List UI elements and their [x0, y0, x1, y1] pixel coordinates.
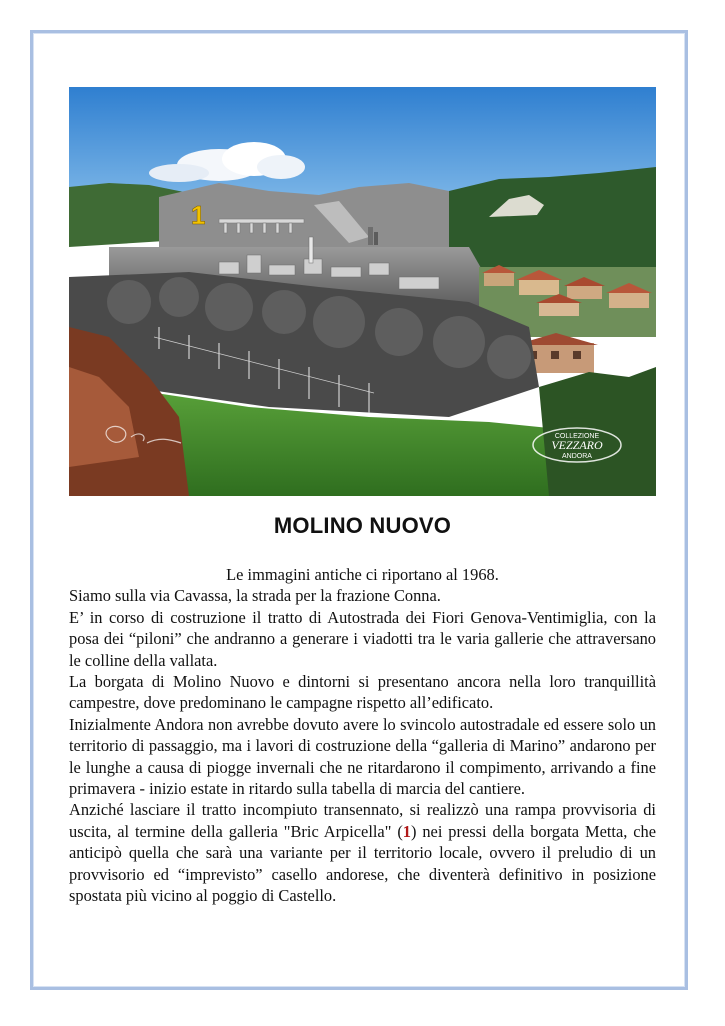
- paragraph-rampa-before: Anziché lasciare il tratto incompiuto transennato, si realizzò una rampa provvisoria di uscita, al termine della galleria "Bric Arpicella" (: [69, 800, 656, 841]
- paragraph-rampa-after: ) nei pressi della borgata Metta, che anticipò quella che sarà una variante per il territorio locale, ovvero il preludio di un provvisorio ed “imprevisto” casello andorese, che diventerà definitivo in posizione spostata più vicino al poggio di Castello.: [69, 821, 656, 906]
- pylon: [374, 232, 378, 245]
- paragraph-motorway: E’ in corso di costruzione il tratto di Autostrada dei Fiori Genova-Ventimiglia, con la posa dei “piloni” che andranno a generare i viadotti tra le varia gallerie che attraversano le colline della vallata.: [69, 607, 656, 670]
- body-text: [69, 564, 656, 907]
- paragraph-borgata: La borgata di Molino Nuovo e dintorni si presentano ancora nella loro tranquillità campestre, dove predominano le campagne rispetto all’edificato.: [69, 672, 656, 713]
- watermark-line2: VEZZARO: [551, 438, 603, 452]
- watermark-line3: ANDORA: [562, 453, 592, 460]
- paragraph-svincolo: Inizialmente Andora non avrebbe dovuto avere lo svincolo autostradale ed essere solo un territorio di passaggio, ma i lavori di costruzione della “galleria di Marino” andarono per le lunghe a causa di piogge invernali che ne ritardarono il compimento, arrivando a fine primavera - inizio estate in ritardo sulla tabella di marcia del cantiere.: [69, 714, 656, 799]
- paragraph-location: Siamo sulla via Cavassa, la strada per la frazione Conna.: [69, 586, 441, 606]
- paragraph-intro: Le immagini antiche ci riportano al 1968.: [226, 565, 499, 584]
- foreground-shrubs: [539, 367, 656, 496]
- pylon: [368, 227, 373, 245]
- photo-reference-number: 1: [402, 821, 411, 841]
- photo-marker-label: 1: [191, 200, 206, 230]
- paragraph-rampa: [69, 799, 656, 906]
- watermark-line1: COLLEZIONE: [554, 433, 600, 440]
- historic-photo-composite: [69, 87, 656, 496]
- page-title: MOLINO NUOVO: [273, 513, 452, 538]
